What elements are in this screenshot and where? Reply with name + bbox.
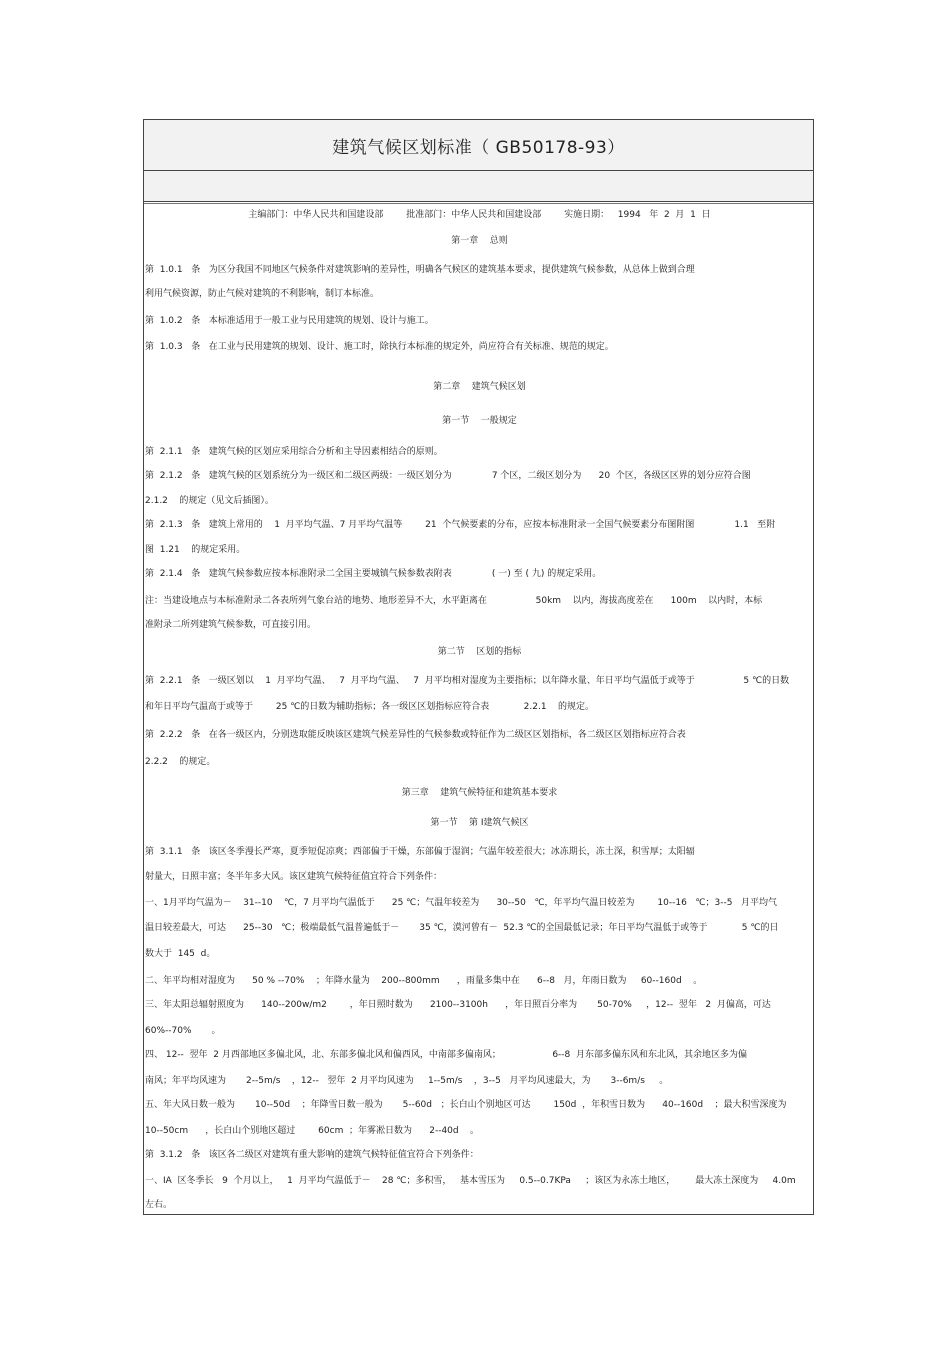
text-line: 一、IA 区冬季长 9 个月以上， 1 月平均气温低于－ 28 ℃；多积雪， 基本雪压为 0.5--0.7KPa ；该区为永冻土地区， 最大冻土深度为 4.0m bbox=[145, 1176, 796, 1186]
text-line: 第 1.0.3 条 在工业与民用建筑的规划、设计、施工时，除执行本标准的规定外，尚应符合有关标准、规范的规定。 bbox=[145, 342, 614, 352]
text-line: 利用气候资源，防止气候对建筑的不利影响，制订本标准。 bbox=[145, 289, 380, 299]
text-line: 五、年大风日数一般为 10--50d ；年降雪日数一般为 5--60d ；长白山个别地区可达 150d ，年积雪日数为 40--160d ；最大积雪深度为 bbox=[145, 1100, 787, 1110]
text-line: 注：当建设地点与本标准附录二各表所列气象台站的地势、地形差异不大，水平距离在 50km 以内，海拔高度差在 100m 以内时，本标 bbox=[145, 596, 763, 606]
section-heading: 第二章 建筑气候区划 bbox=[433, 382, 526, 392]
document-meta: 主编部门：中华人民共和国建设部 批准部门：中华人民共和国建设部 实施日期： 1994 年 2 月 1 日 bbox=[248, 210, 711, 220]
text-line: 第 3.1.2 条 该区各二级区对建筑有重大影响的建筑气候特征值宜符合下列条件： bbox=[145, 1150, 479, 1160]
text-line: 准附录二所列建筑气候参数，可直接引用。 bbox=[145, 620, 317, 630]
document-title: 建筑气候区划标准（ GB50178-93） bbox=[144, 120, 813, 171]
text-line: 三、年太阳总辐射照度为 140--200w/m2 ，年日照时数为 2100--3100h ，年日照百分率为 50-70% ，12-- 翌年 2 月偏高，可达 bbox=[145, 1000, 771, 1010]
text-line: 第 3.1.1 条 该区冬季漫长严寒，夏季短促凉爽；西部偏于干燥，东部偏于湿润；气温年较差很大；冰冻期长，冻土深，积雪厚；太阳辐 bbox=[145, 847, 695, 857]
text-line: 图 1.21 的规定采用。 bbox=[145, 545, 246, 555]
text-line: 第 2.1.2 条 建筑气候的区划系统分为一级区和二级区两级：一级区划分为 7 个区，二级区划分为 20 个区，各级区区界的划分应符合图 bbox=[145, 471, 751, 481]
text-line: 数大于 145 d。 bbox=[145, 949, 216, 959]
section-heading: 第三章 建筑气候特征和建筑基本要求 bbox=[401, 788, 558, 798]
text-line: 第 2.1.4 条 建筑气候参数应按本标准附录二全国主要城镇气候参数表附表 ( 一) 至 ( 九) 的规定采用。 bbox=[145, 569, 602, 579]
row-divider bbox=[144, 203, 813, 204]
blank-row bbox=[144, 171, 813, 202]
text-line: 二、年平均相对湿度为 50 % --70% ；年降水量为 200--800mm ，雨量多集中在 6--8 月，年雨日数为 60--160d 。 bbox=[145, 976, 703, 986]
text-line: 2.1.2 的规定（见文后插图）。 bbox=[145, 496, 274, 506]
text-line: 南风；年平均风速为 2--5m/s ，12-- 翌年 2 月平均风速为 1--5m/s ，3--5 月平均风速最大，为 3--6m/s 。 bbox=[145, 1076, 669, 1086]
text-line: 第 2.2.2 条 在各一级区内，分别选取能反映该区建筑气候差异性的气候参数或特征作为二级区区划指标，各二级区区划指标应符合表 bbox=[145, 730, 686, 740]
text-line: 第 1.0.1 条 为区分我国不同地区气候条件对建筑影响的差异性，明确各气候区的建筑基本要求，提供建筑气候参数，从总体上做到合理 bbox=[145, 265, 695, 275]
text-line: 一、1月平均气温为－ 31--10 ℃，7 月平均气温低于 25 ℃；气温年较差为 30--50 ℃，年平均气温日较差为 10--16 ℃；3--5 月平均气 bbox=[145, 898, 778, 908]
text-line: 和年日平均气温高于或等于 25 ℃的日数为辅助指标；各一级区区划指标应符合表 2.2.1 的规定。 bbox=[145, 702, 594, 712]
text-line: 第 1.0.2 条 本标准适用于一般工业与民用建筑的规划、设计与施工。 bbox=[145, 316, 434, 326]
text-line: 射量大，日照丰富；冬半年多大风。该区建筑气候特征值宜符合下列条件： bbox=[145, 872, 443, 882]
text-line: 第 2.1.1 条 建筑气候的区划应采用综合分析和主导因素相结合的原则。 bbox=[145, 447, 443, 457]
section-heading: 第一节 一般规定 bbox=[442, 416, 517, 426]
text-line: 2.2.2 的规定。 bbox=[145, 757, 216, 767]
text-line: 60%--70% 。 bbox=[145, 1026, 221, 1036]
text-line: 左右。 bbox=[145, 1200, 173, 1210]
text-line: 第 2.1.3 条 建筑上常用的 1 月平均气温、7 月平均气温等 21 个气候要素的分布，应按本标准附录一全国气候要素分布图附图 1.1 至附 bbox=[145, 520, 776, 530]
section-heading: 第一章 总则 bbox=[451, 236, 508, 246]
text-line: 温日较差最大，可达 25--30 ℃；极端最低气温普遍低于－ 35 ℃，漠河曾有－ 52.3 ℃的全国最低记录；年日平均气温低于或等于 5 ℃的日 bbox=[145, 923, 779, 933]
document-table bbox=[143, 119, 814, 1215]
text-line: 四、 12-- 翌年 2 月西部地区多偏北风，北、东部多偏北风和偏西风，中南部多偏南风； 6--8 月东部多偏东风和东北风，其余地区多为偏 bbox=[145, 1050, 748, 1060]
section-heading: 第一节 第 Ⅰ建筑气候区 bbox=[430, 818, 529, 828]
section-heading: 第二节 区划的指标 bbox=[437, 647, 522, 657]
text-line: 10--50cm ，长白山个别地区超过 60cm ；年雾凇日数为 2--40d 。 bbox=[145, 1126, 480, 1136]
text-line: 第 2.2.1 条 一级区划以 1 月平均气温、 7 月平均气温、 7 月平均相对湿度为主要指标；以年降水量、年日平均气温低于或等于 5 ℃的日数 bbox=[145, 676, 790, 686]
